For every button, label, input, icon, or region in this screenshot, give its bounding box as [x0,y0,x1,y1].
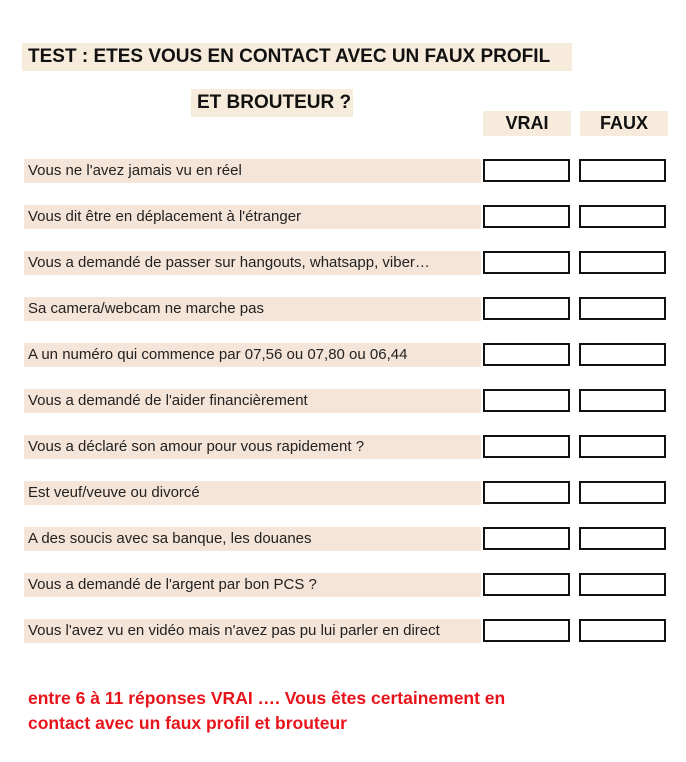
question-label: A un numéro qui commence par 07,56 ou 07,80 ou 06,44 [24,343,481,367]
answer-box-vrai[interactable] [483,251,570,274]
answer-box-faux[interactable] [579,573,666,596]
answer-box-faux[interactable] [579,435,666,458]
conclusion-line-1: entre 6 à 11 réponses VRAI …. Vous êtes certainement en [28,688,506,708]
question-row [0,481,686,507]
question-label: Vous l'avez vu en vidéo mais n'avez pas pu lui parler en direct [24,619,481,643]
question-label: Vous a demandé de l'aider financièrement [24,389,481,413]
question-row [0,573,686,599]
question-row [0,159,686,185]
answer-box-faux[interactable] [579,159,666,182]
answer-box-faux[interactable] [579,527,666,550]
question-label: Vous a demandé de passer sur hangouts, whatsapp, viber… [24,251,481,275]
answer-box-faux[interactable] [579,205,666,228]
question-row [0,343,686,369]
conclusion-text [28,686,588,736]
answer-box-vrai[interactable] [483,389,570,412]
answer-box-faux[interactable] [579,251,666,274]
answer-box-faux[interactable] [579,297,666,320]
answer-box-vrai[interactable] [483,159,570,182]
question-label: Vous ne l'avez jamais vu en réel [24,159,481,183]
question-label: A des soucis avec sa banque, les douanes [24,527,481,551]
question-label: Sa camera/webcam ne marche pas [24,297,481,321]
question-row [0,389,686,415]
question-label: Est veuf/veuve ou divorcé [24,481,481,505]
question-label: Vous a demandé de l'argent par bon PCS ? [24,573,481,597]
page-title: TEST : ETES VOUS EN CONTACT AVEC UN FAUX PROFIL [22,43,572,71]
column-header-faux: FAUX [580,111,668,136]
answer-box-vrai[interactable] [483,205,570,228]
answer-box-faux[interactable] [579,343,666,366]
answer-box-faux[interactable] [579,481,666,504]
question-label: Vous dit être en déplacement à l'étranger [24,205,481,229]
answer-box-faux[interactable] [579,619,666,642]
question-row [0,251,686,277]
answer-box-vrai[interactable] [483,297,570,320]
answer-box-vrai[interactable] [483,435,570,458]
answer-box-vrai[interactable] [483,573,570,596]
answer-box-vrai[interactable] [483,481,570,504]
answer-box-vrai[interactable] [483,619,570,642]
column-header-vrai: VRAI [483,111,571,136]
question-row [0,619,686,645]
answer-box-faux[interactable] [579,389,666,412]
page-title-line-2: ET BROUTEUR ? [191,89,353,117]
question-row [0,205,686,231]
answer-box-vrai[interactable] [483,343,570,366]
question-row [0,527,686,553]
conclusion-line-2: contact avec un faux profil et brouteur [28,713,347,733]
question-row [0,435,686,461]
answer-box-vrai[interactable] [483,527,570,550]
question-label: Vous a déclaré son amour pour vous rapidement ? [24,435,481,459]
question-row [0,297,686,323]
